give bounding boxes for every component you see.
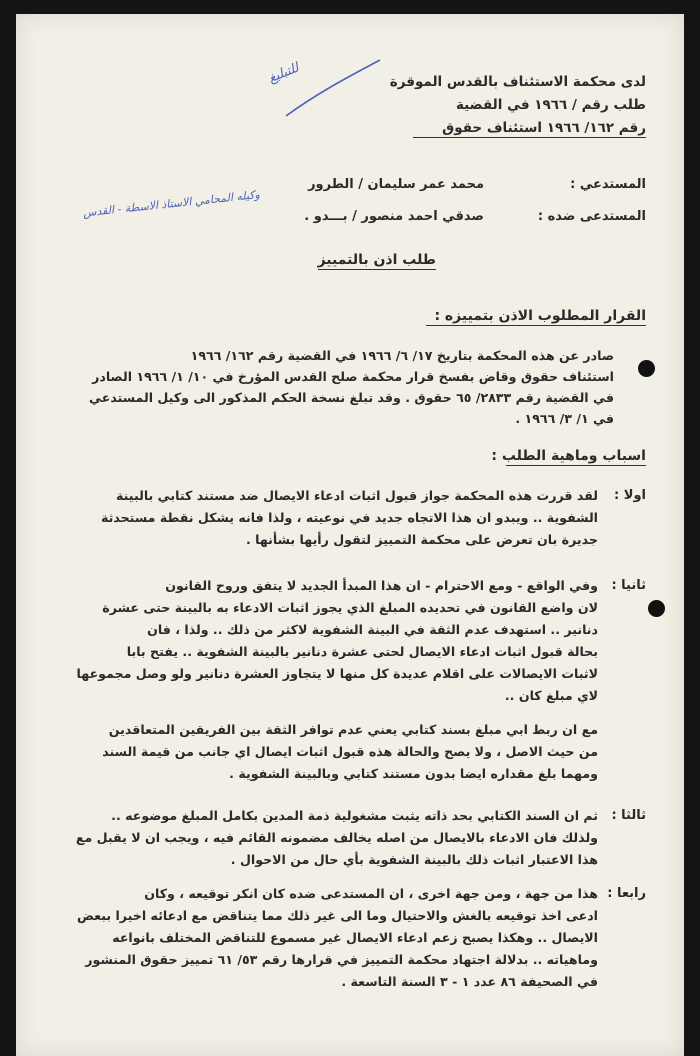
section-line: جديرة بان تعرض على محكمة التمييز لتقول رأيها بشأنها . xyxy=(245,532,598,547)
section-line: من حيث الاصل ، ولا يصح والحالة هذه قبول اثبات ايصال اي جانب من قيمة السند xyxy=(102,744,598,759)
section-line: لاي مبلغ كان .. xyxy=(504,688,598,703)
section-line: ثم ان السند الكتابي بحد ذاته يثبت مشغولية ذمة المدين بكامل المبلغ موضوعه .. xyxy=(111,808,598,823)
section-line: في الصحيفة ٨٦ عدد ١ - ٣ السنة التاسعة . xyxy=(341,974,598,989)
respondent-label: المستدعى ضده : xyxy=(537,209,646,224)
header-case-number: رقم ١٦٢/ ١٩٦٦ استئناف حقوق xyxy=(413,120,646,138)
document-sheet xyxy=(16,14,684,1056)
section-line: ولذلك فان الادعاء بالايصال من اصله يخالف مضمونه القائم فيه ، ويجب ان لا يقبل مع xyxy=(75,830,598,845)
section-label: رابعا : xyxy=(607,886,646,901)
reasons-heading: اسباب وماهية الطلب : xyxy=(491,448,646,464)
punch-hole xyxy=(648,600,665,617)
section-line: ومهما بلغ مقداره ايضا بدون مستند كتابي وبالبينة الشفوية . xyxy=(229,766,598,781)
section-line: لاثبات الايصالات على اقلام عديدة كل منها لا يتجاوز العشرة دنانير ولو وصل مجموعها xyxy=(76,666,598,681)
section-line: وماهياته .. بدلالة اجتهاد محكمة التمييز في قرارها رقم ٥٣/ ٦١ تمييز حقوق المنشور xyxy=(85,952,598,967)
decision-heading: القرار المطلوب الاذن بتمييزه : xyxy=(426,308,646,326)
decision-line: في القضية رقم ٢٨٣٣/ ٦٥ حقوق . وقد تبلغ نسخة الحكم المذكور الى وكيل المستدعي xyxy=(88,390,614,405)
header-court: لدى محكمة الاستئناف بالقدس الموقرة xyxy=(389,74,646,90)
section-label: ثانيا : xyxy=(611,578,646,593)
section-line: ادعى اخذ توقيعه بالغش والاحتيال وما الى غير ذلك مما يتناقض مع ادعائه اخيرا ببعض xyxy=(76,908,598,923)
document-title: طلب اذن بالتمييز xyxy=(317,252,436,268)
header-request-number: طلب رقم / ١٩٦٦ في القضية xyxy=(455,97,646,113)
section-line: لان واضع القانون في تحديده المبلغ الذي يجوز اثبات الادعاء به بالبينة حتى عشرة xyxy=(102,600,598,615)
decision-line: استئناف حقوق وقاض بفسخ قرار محكمة صلح القدس المؤرخ في ١٠/ ١/ ١٩٦٦ الصادر xyxy=(92,369,614,384)
section-line: دنانير .. استهدف عدم الثقة في البينة الشفوية لاكثر من ذلك .. ولذا ، فان xyxy=(147,622,598,637)
section-line: وفي الواقع - ومع الاحترام - ان هذا المبدأ الجديد لا يتفق وروح القانون xyxy=(165,578,598,593)
decision-line: صادر عن هذه المحكمة بتاريخ ١٧/ ٦/ ١٩٦٦ في القضية رقم ١٦٢/ ١٩٦٦ xyxy=(190,348,614,363)
decision-line: في ١/ ٣/ ١٩٦٦ . xyxy=(515,411,614,426)
handwritten-note-top: للتبليغ xyxy=(266,60,301,87)
section-line: هذا من جهة ، ومن جهة اخرى ، ان المستدعى ضده كان انكر توقيعه ، وكان xyxy=(144,886,598,901)
section-line: الشفوية .. ويبدو ان هذا الاتجاه جديد في نوعيته ، ولذا فانه يشكل نقطة مستحدثة xyxy=(100,510,598,525)
section-label: اولا : xyxy=(614,488,646,503)
section-line: هذا الاعتبار اثبات ذلك بالبينة الشفوية بأي حال من الاحوال . xyxy=(230,852,598,867)
section-line: مع ان ربط ابي مبلغ بسند كتابي يعني عدم توافر الثقة بين الفريقين المتعاقدين xyxy=(108,722,598,737)
section-line: بحالة قبول اثبات ادعاء الايصال لحتى عشرة دنانير بالبينة الشفوية .. يفتح بابا xyxy=(126,644,598,659)
appellant-label: المستدعي : xyxy=(570,177,646,192)
handwritten-lawyer-note: وكيله المحامي الاستاذ الاسطة - القدس xyxy=(82,188,261,220)
section-line: لقد قررت هذه المحكمة جواز قبول اثبات ادعاء الايصال ضد مستند كتابي بالبينة xyxy=(116,488,598,503)
section-line: الايصال .. وهكذا يصبح زعم ادعاء الايصال غير مسموع للتناقض المختلف بانواعه xyxy=(112,930,598,945)
handwritten-stroke xyxy=(276,54,386,124)
appellant-name: محمد عمر سليمان / الطرور xyxy=(308,177,484,192)
punch-hole xyxy=(638,360,655,377)
section-label: ثالثا : xyxy=(611,808,646,823)
respondent-name: صدقي احمد منصور / بـــدو . xyxy=(304,209,484,224)
